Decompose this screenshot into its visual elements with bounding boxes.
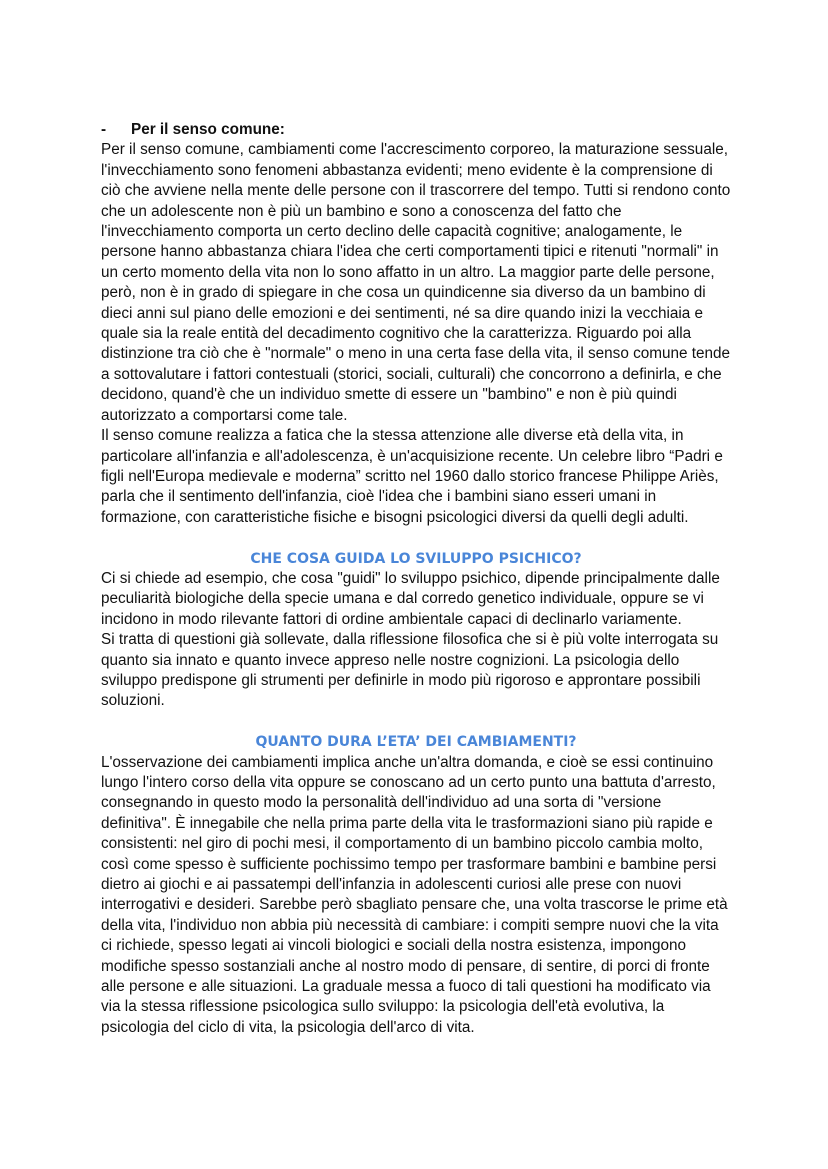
blank-line (101, 712, 731, 732)
paragraph-senso-comune-1: Per il senso comune, cambiamenti come l'accrescimento corporeo, la maturazione sessuale, l'invecchiamento sono fenomeni abbastanza evidenti; meno evidente è la comprensione di ciò che avviene nella mente delle persone con il trascorrere del tempo. Tutti si rendono conto che un adolescente non è più un bambino e sono a conoscenza del fatto che l'invecchiamento comporta un certo declino delle capacità cognitive; analogamente, le persone hanno abbastanza chiara l'idea che certi comportamenti tipici e ritenuti "normali" in un certo momento della vita non lo sono affatto in un altro. La maggior parte delle persone, però, non è in grado di spiegare in che cosa un quindicenne sia diverso da un bambino di dieci anni sul piano delle emozioni e dei sentimenti, né sa dire quando inizi la vecchiaia e quale sia la reale entità del decadimento cognitivo che la caratterizza. Riguardo poi alla distinzione tra ciò che è "normale" o meno in una certa fase della vita, il senso comune tende a sottovalutare i fattori contestuali (storici, sociali, culturali) che concorrono a definirla, e che decidono, quand'è che un individuo smette di essere un "bambino" e non è più quindi autorizzato a comportarsi come tale. (101, 141, 731, 424)
paragraph-sviluppo-1: Ci si chiede ad esempio, che cosa "guidi" lo sviluppo psichico, dipende principalmente dalle peculiarità biologiche della specie umana e dal corredo genetico individuale, oppure se vi incidono in modo rilevante fattori di ordine ambientale capaci di declinarlo variamente. (101, 569, 720, 628)
paragraph-eta-cambiamenti: L'osservazione dei cambiamenti implica anche un'altra domanda, e cioè se essi continuino lungo l'intero corso della vita oppure se conoscano ad un certo punto una battuta d'arresto, consegnando in questo modo la personalità dell'individuo ad una sorta di "versione definitiva". È innegabile che nella prima parte della vita le trasformazioni siano più rapide e consistenti: nel giro di pochi mesi, il comportamento di un bambino piccolo cambia molto, così come spesso è sufficiente pochissimo tempo per trasformare bambini e bambine persi dietro ai giochi e ai passatempi dell'infanzia in adolescenti curiosi alle prese con nuovi interrogativi e desideri. Sarebbe però sbagliato pensare che, una volta trascorse le prime età della vita, l'individuo non abbia più necessità di cambiare: i compiti sempre nuovi che la vita ci richiede, spesso legati ai vincoli biologici e sociali della nostra esistenza, impongono modifiche spesso sostanziali anche al nostro modo di pensare, di sentire, di porci di fronte alle persone e alle situazioni. La graduale messa a fuoco di tali questioni ha modificato via via la stessa riflessione psicologica sullo sviluppo: la psicologia dell'età evolutiva, la psicologia del ciclo di vita, la psicologia dell'arco di vita. (101, 753, 728, 1036)
bullet-dash: - (101, 121, 107, 138)
section-heading-text: Per il senso comune: (131, 121, 285, 138)
paragraph-senso-comune-2: Il senso comune realizza a fatica che la stessa attenzione alle diverse età della vita, in particolare all'infanzia e all'adolescenza, è un'acquisizione recente. Un celebre libro “Padri e figli nell'Europa medievale e moderna” scritto nel 1960 dallo storico francese Philippe Ariès, parla che il sentimento dell'infanzia, cioè l'idea che i bambini siano esseri umani in formazione, con caratteristiche fisiche e bisogni psicologici diversi da quelli degli adulti. (101, 427, 723, 526)
section-title-eta-cambiamenti: QUANTO DURA L’ETA’ DEI CAMBIAMENTI? (255, 734, 577, 751)
section-heading-senso-comune (101, 120, 731, 140)
blank-line (101, 528, 731, 548)
section-title-sviluppo-psichico: CHE COSA GUIDA LO SVILUPPO PSICHICO? (250, 550, 582, 567)
document-page (101, 120, 731, 1038)
paragraph-sviluppo-2: Si tratta di questioni già sollevate, dalla riflessione filosofica che si è più volte interrogata su quanto sia innato e quanto invece appreso nelle nostre cognizioni. La psicologia dello sviluppo predispone gli strumenti per definirle in modo più rigoroso e approntare possibili soluzioni. (101, 631, 719, 710)
